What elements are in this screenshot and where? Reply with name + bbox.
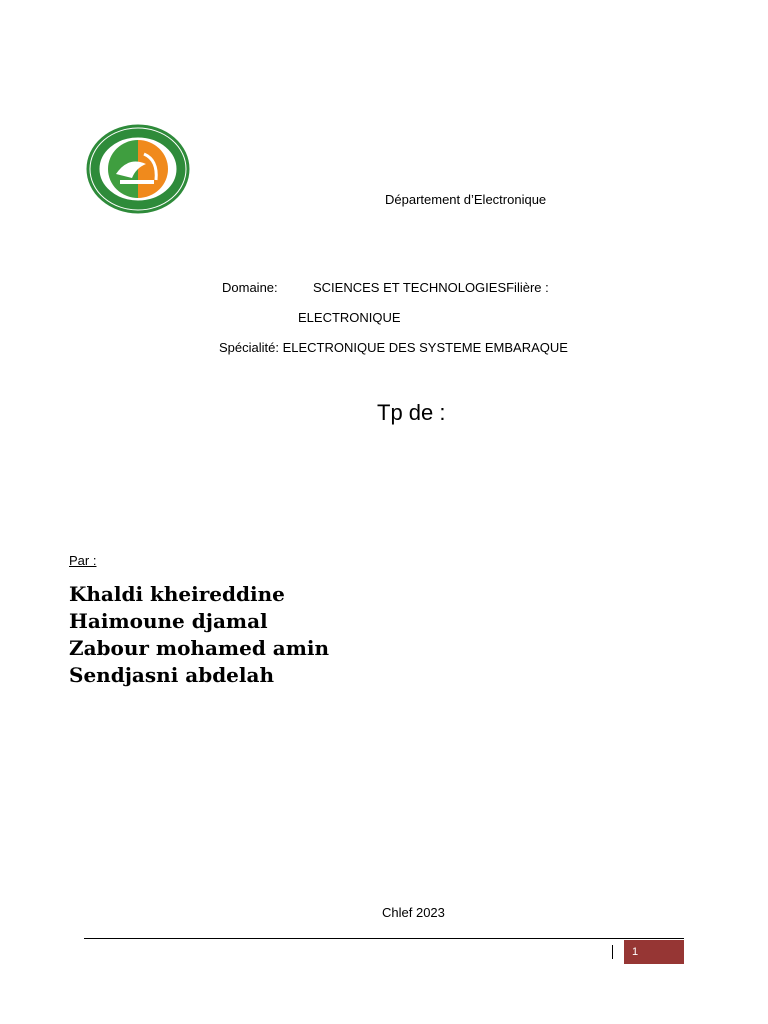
author-name: Sendjasni abdelah xyxy=(69,663,274,687)
author-name: Khaldi kheireddine xyxy=(69,582,285,606)
authors-label: Par : xyxy=(69,553,97,568)
page-number-box xyxy=(624,940,684,964)
authors-list xyxy=(69,581,329,689)
footer-divider xyxy=(84,938,684,939)
university-logo xyxy=(86,124,190,214)
page-number: 1 xyxy=(632,946,639,958)
domain-value: SCIENCES ET TECHNOLOGIESFilière : xyxy=(313,280,549,295)
author-name: Zabour mohamed amin xyxy=(69,636,330,660)
author-name: Haimoune djamal xyxy=(69,609,268,633)
domain-label: Domaine: xyxy=(222,280,278,295)
document-title: Tp de : xyxy=(377,400,446,425)
department-name: Département d’Electronique xyxy=(385,192,547,207)
city-year: Chlef 2023 xyxy=(382,905,445,920)
specialite-line: Spécialité: ELECTRONIQUE DES SYSTEME EMBARAQUE xyxy=(219,340,568,355)
filiere-value: ELECTRONIQUE xyxy=(298,310,401,325)
university-seal-icon xyxy=(86,124,190,214)
footer-separator xyxy=(612,945,613,959)
